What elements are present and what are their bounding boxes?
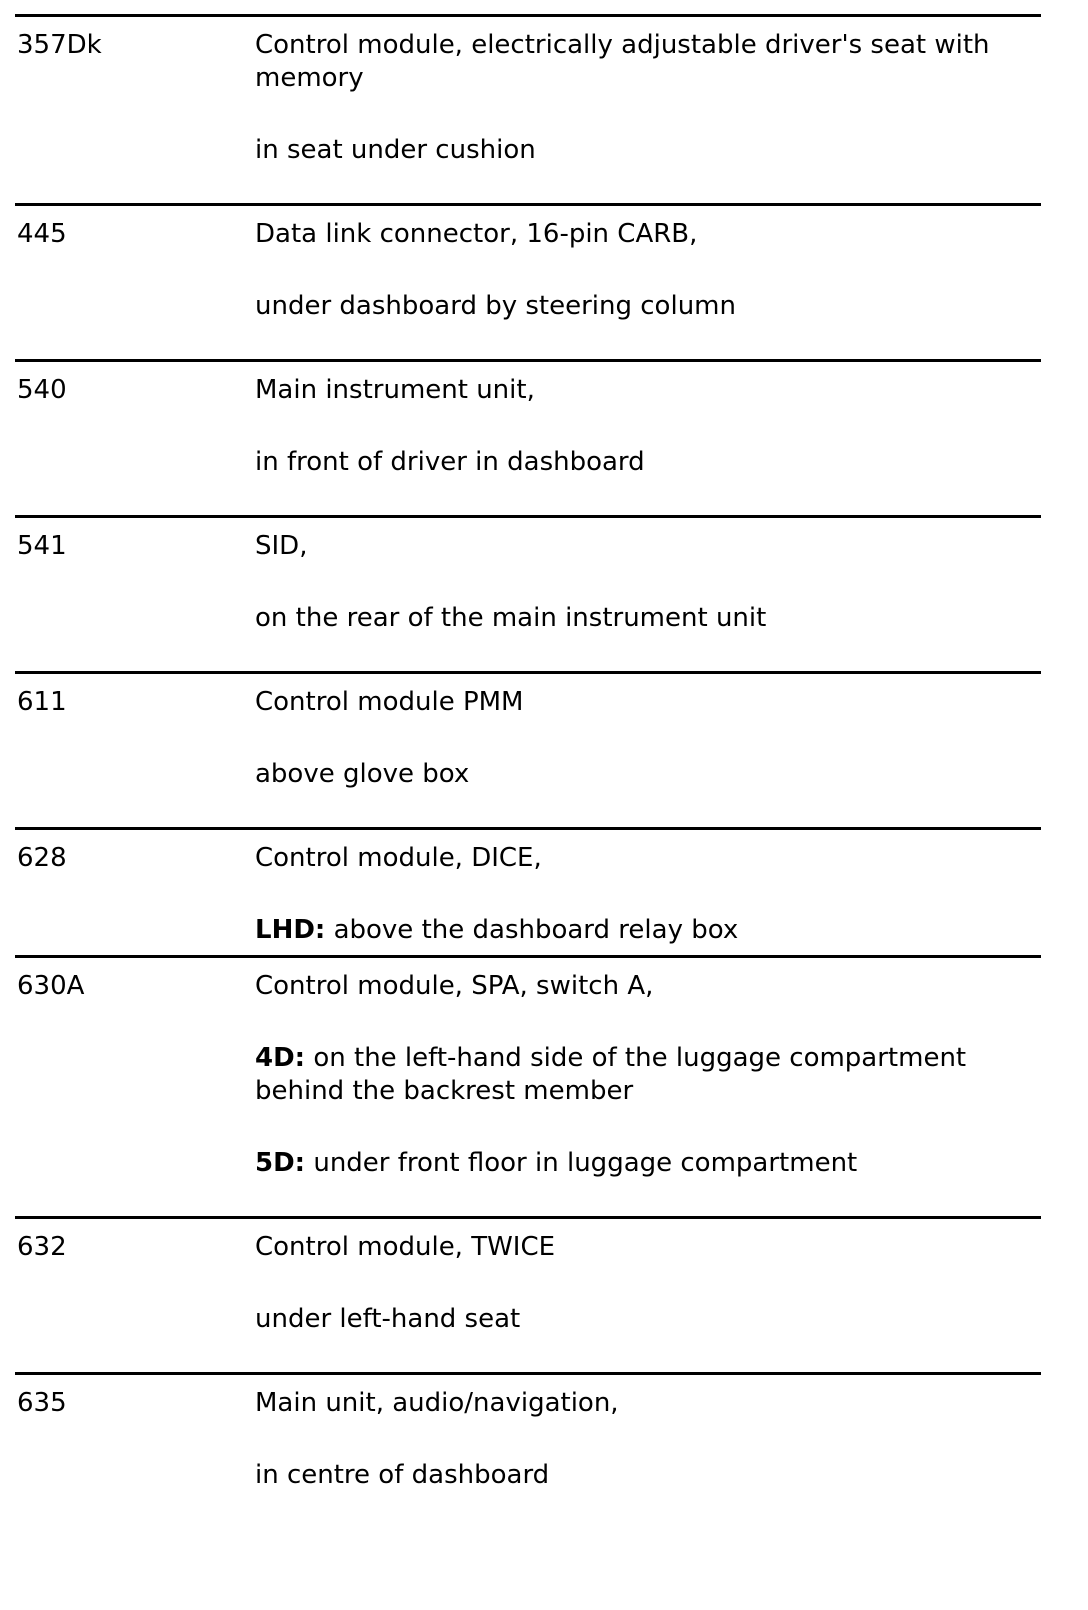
component-location [255,1042,1041,1108]
component-description [255,674,1041,827]
component-title: Control module, SPA, switch A, [255,971,654,1001]
component-title: Control module, TWICE [255,1232,556,1262]
location-prefix: 4D: [255,1043,306,1073]
location-text: in seat under cushion [255,135,536,165]
table-row [15,203,1041,359]
component-code: 628 [17,843,67,873]
component-title: SID, [255,531,308,561]
component-title: Control module PMM [255,687,524,717]
component-location [255,1147,1041,1180]
component-location [255,758,1041,791]
component-location-table [15,14,1041,1528]
component-description [255,1375,1041,1528]
location-text: under front floor in luggage compartment [305,1148,858,1178]
component-code: 630A [17,971,85,1001]
location-text: on the rear of the main instrument unit [255,603,767,633]
table-row [15,955,1041,1216]
component-location [255,290,1041,323]
component-description [255,206,1041,359]
table-row [15,1216,1041,1372]
table-row [15,1372,1041,1528]
component-title: Control module, DICE, [255,843,542,873]
component-description [255,17,1041,203]
component-code: 445 [17,219,67,249]
component-code: 541 [17,531,67,561]
component-code: 611 [17,687,67,717]
component-description [255,362,1041,515]
component-description [255,518,1041,671]
component-description [255,1219,1041,1372]
location-text: under left-hand seat [255,1304,521,1334]
component-description [255,958,1041,1216]
location-text: above the dashboard relay box [325,915,739,945]
location-text: on the left-hand side of the luggage compartment behind the backrest member [255,1043,967,1106]
component-location [255,1303,1041,1336]
component-code: 632 [17,1232,67,1262]
component-location [255,134,1041,167]
location-text: in centre of dashboard [255,1460,550,1490]
component-location [255,1459,1041,1492]
component-location [255,914,1041,947]
component-location [255,446,1041,479]
location-prefix: 5D: [255,1148,306,1178]
location-prefix: LHD: [255,915,326,945]
component-code: 540 [17,375,67,405]
component-location [255,602,1041,635]
location-text: above glove box [255,759,470,789]
component-title: Control module, electrically adjustable driver's seat with memory [255,30,990,93]
table-row [15,515,1041,671]
component-description [255,830,1041,955]
location-text: in front of driver in dashboard [255,447,645,477]
component-title: Main instrument unit, [255,375,535,405]
table-row [15,671,1041,827]
table-row [15,359,1041,515]
location-text: under dashboard by steering column [255,291,736,321]
component-title: Data link connector, 16-pin CARB, [255,219,698,249]
component-code: 357Dk [17,30,102,60]
table-row [15,827,1041,955]
component-code: 635 [17,1388,67,1418]
table-row [15,14,1041,203]
component-title: Main unit, audio/navigation, [255,1388,619,1418]
